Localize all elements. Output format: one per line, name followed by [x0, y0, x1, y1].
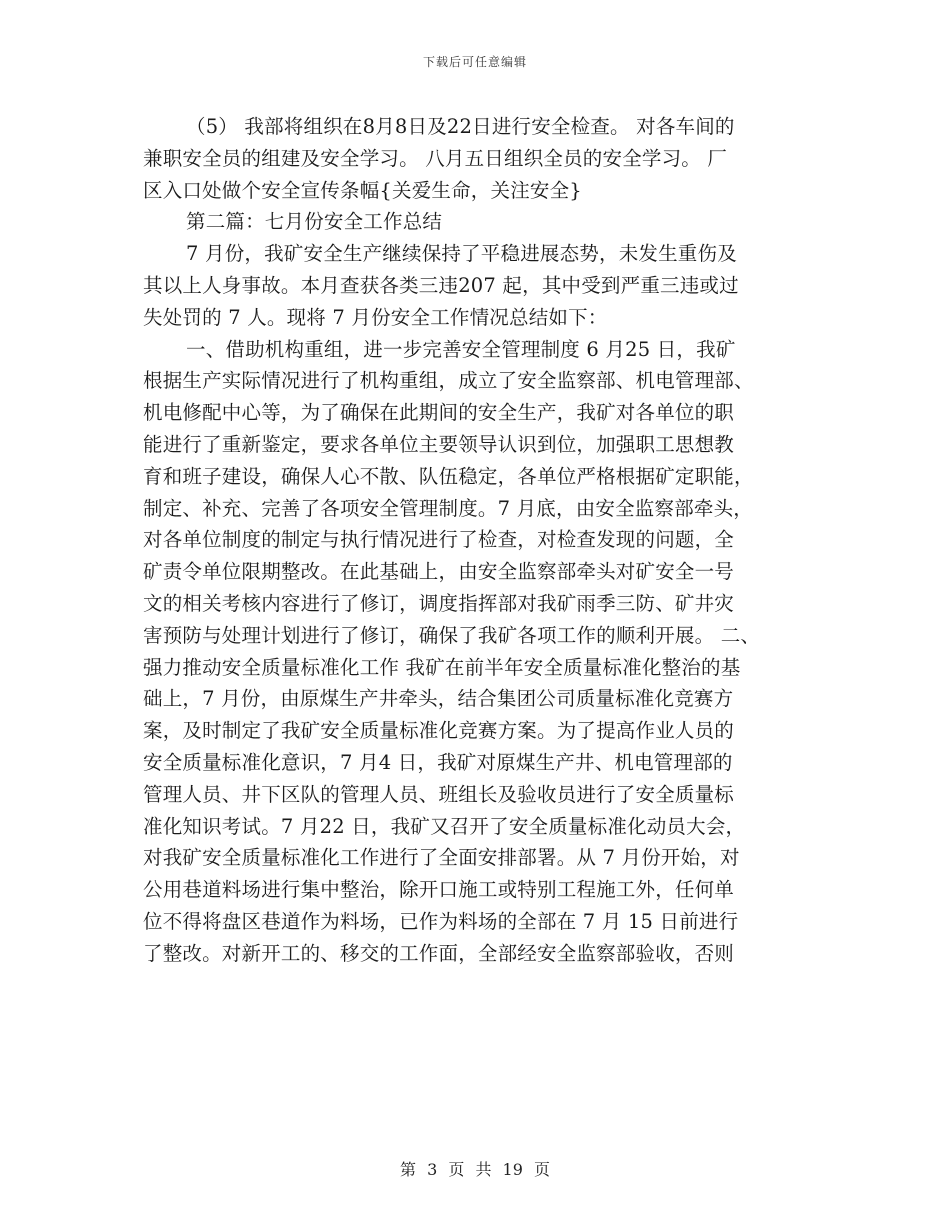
paragraph-line: 管理人员、井下区队的管理人员、班组长及验收员进行了安全质量标 — [143, 782, 735, 806]
paragraph-line: 育和班子建设，确保人心不散、队伍稳定，各单位严格根据矿定职能， — [143, 464, 754, 488]
paragraph-line: 机电修配中心等，为了确保在此期间的安全生产，我矿对各单位的职 — [143, 401, 735, 425]
paragraph-line: （5） 我部将组织在8月8日及22日进行安全检查。 对各车间的 — [186, 115, 735, 138]
paragraph-line: 兼职安全员的组建及安全学习。 八月五日组织全员的安全学习。 厂 — [143, 146, 728, 170]
paragraph-line: 强力推动安全质量标准化工作 我矿在前半年安全质量标准化整治的基 — [143, 655, 741, 679]
paragraph-line: 了整改。对新开工的、移交的工作面，全部经安全监察部验收，否则 — [143, 941, 735, 965]
paragraph-line: 害预防与处理计划进行了修订，确保了我矿各项工作的顺利开展。 二、 — [143, 623, 761, 647]
paragraph-line: 矿责令单位限期整改。在此基础上，由安全监察部牵头对矿安全一号 — [143, 560, 735, 584]
paragraph-line: 位不得将盘区巷道作为料场，已作为料场的全部在 7 月 15 日前进行 — [143, 909, 739, 933]
page-header: 下载后可任意编辑 — [422, 55, 527, 69]
paragraph-line: 对各单位制度的制定与执行情况进行了检查，对检查发现的问题，全 — [143, 528, 735, 552]
paragraph-line: 失处罚的 7 人。现将 7 月份安全工作情况总结如下： — [143, 305, 608, 329]
paragraph-line: 对我矿安全质量标准化工作进行了全面安排部署。从 7 月份开始，对 — [143, 846, 740, 870]
section-heading: 第二篇：七月份安全工作总结 — [186, 210, 443, 234]
paragraph-line: 制定、补充、完善了各项安全管理制度。7 月底，由安全监察部牵头， — [143, 496, 754, 520]
paragraph-line: 准化知识考试。7 月22 日，我矿又召开了安全质量标准化动员大会， — [143, 814, 746, 838]
paragraph-line: 能进行了重新鉴定，要求各单位主要领导认识到位，加强职工思想教 — [143, 432, 735, 456]
paragraph-line: 区入口处做个安全宣传条幅{关爱生命，关注安全} — [143, 178, 582, 202]
paragraph-line: 础上，7 月份，由原煤生产井牵头，结合集团公司质量标准化竞赛方 — [143, 687, 734, 711]
page-number-footer: 第 3 页 共 19 页 — [400, 1160, 550, 1179]
paragraph-line: 根据生产实际情况进行了机构重组，成立了安全监察部、机电管理部、 — [143, 369, 754, 393]
paragraph-line: 公用巷道料场进行集中整治，除开口施工或特别工程施工外，任何单 — [143, 878, 735, 902]
paragraph-line: 案，及时制定了我矿安全质量标准化竞赛方案。为了提高作业人员的 — [143, 719, 735, 743]
paragraph-line: 文的相关考核内容进行了修订，调度指挥部对我矿雨季三防、矿井灾 — [143, 591, 735, 615]
document-body — [143, 111, 815, 970]
paragraph-line: 安全质量标准化意识，7 月4 日，我矿对原煤生产井、机电管理部的 — [143, 750, 733, 774]
paragraph-line: 7 月份，我矿安全生产继续保持了平稳进展态势，未发生重伤及 — [186, 242, 737, 266]
paragraph-line: 其以上人身事故。本月查获各类三违207 起，其中受到严重三违或过 — [143, 273, 739, 297]
paragraph-line: 一、借助机构重组，进一步完善安全管理制度 6 月25 日，我矿 — [186, 337, 736, 361]
